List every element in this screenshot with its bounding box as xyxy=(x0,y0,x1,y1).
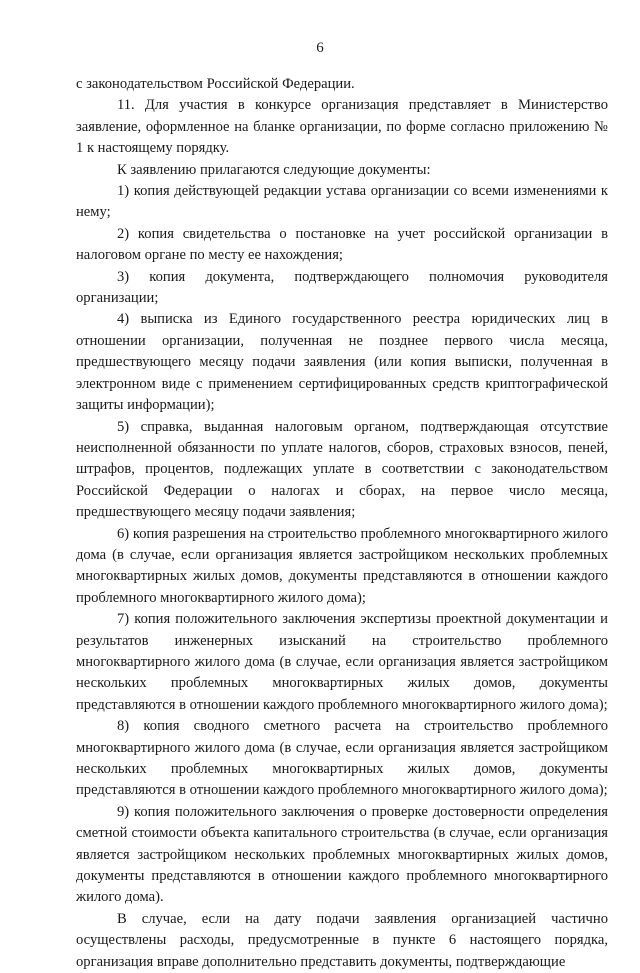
list-item-1: 1) копия действующей редакции устава организации со всеми изменениями к нему; xyxy=(76,183,608,221)
list-item-9: 9) копия положительного заключения о проверке достоверности определения сметной стоимости объекта капитального строительства (в случае, если организация является застройщиком нескольких проблемных многоквартирных жилых домов, документы представляются в отношении каждого проблемного многоквартирного жилого дома). xyxy=(76,803,608,906)
list-item-5: 5) справка, выданная налоговым органом, подтверждающая отсутствие неисполненной обязанности по уплате налогов, сборов, страховых взносов, пеней, штрафов, процентов, подлежащих уплате в соответствии с законодательством Российской Федерации о налогах и сборах, на первое число месяца, предшествующего месяцу подачи заявления; xyxy=(76,418,608,521)
list-item-7: 7) копия положительного заключения экспертизы проектной документации и результатов инженерных изысканий на строительство проблемного многоквартирного жилого дома (в случае, если организация является застройщиком нескольких проблемных многоквартирных жилых домов, документы представляются в отношении каждого проблемного многоквартирного жилого дома); xyxy=(76,611,608,713)
list-item-3: 3) копия документа, подтверждающего полномочия руководителя организации; xyxy=(76,268,608,307)
document-body xyxy=(76,74,608,973)
list-item-6: 6) копия разрешения на строительство проблемного многоквартирного жилого дома (в случае, если организация является застройщиком нескольких проблемных многоквартирных жилых домов, документы представляются в отношении каждого проблемного многоквартирного жилого дома); xyxy=(76,525,608,606)
page-number: 6 xyxy=(316,40,324,56)
list-item-2: 2) копия свидетельства о постановке на учет российской организации в налоговом органе по месту ее нахождения; xyxy=(76,225,608,264)
paragraph-documents-intro: К заявлению прилагаются следующие документы: xyxy=(117,161,431,178)
paragraph-continuation: с законодательством Российской Федерации. xyxy=(76,76,355,92)
paragraph-item-11: 11. Для участия в конкурсе организация представляет в Министерство заявление, оформленное на бланке организации, по форме согласно приложению № 1 к настоящему порядку. xyxy=(76,97,608,157)
list-item-4: 4) выписка из Единого государственного реестра юридических лиц в отношении организации, полученная не позднее первого числа месяца, предшествующего месяцу подачи заявления (или копия выписки, полученная в электронном виде с применением сертифицированных средств криптографической защиты информации); xyxy=(76,311,608,414)
paragraph-expenses: В случае, если на дату подачи заявления организацией частично осуществлены расходы, предусмотренные в пункте 6 настоящего порядка, организация вправе дополнительно представить документы, подтверждающие xyxy=(76,910,608,970)
list-item-8: 8) копия сводного сметного расчета на строительство проблемного многоквартирного жилого дома (в случае, если организация является застройщиком нескольких проблемных многоквартирных жилых домов, документы представляются в отношении каждого проблемного многоквартирного жилого дома); xyxy=(76,718,608,799)
